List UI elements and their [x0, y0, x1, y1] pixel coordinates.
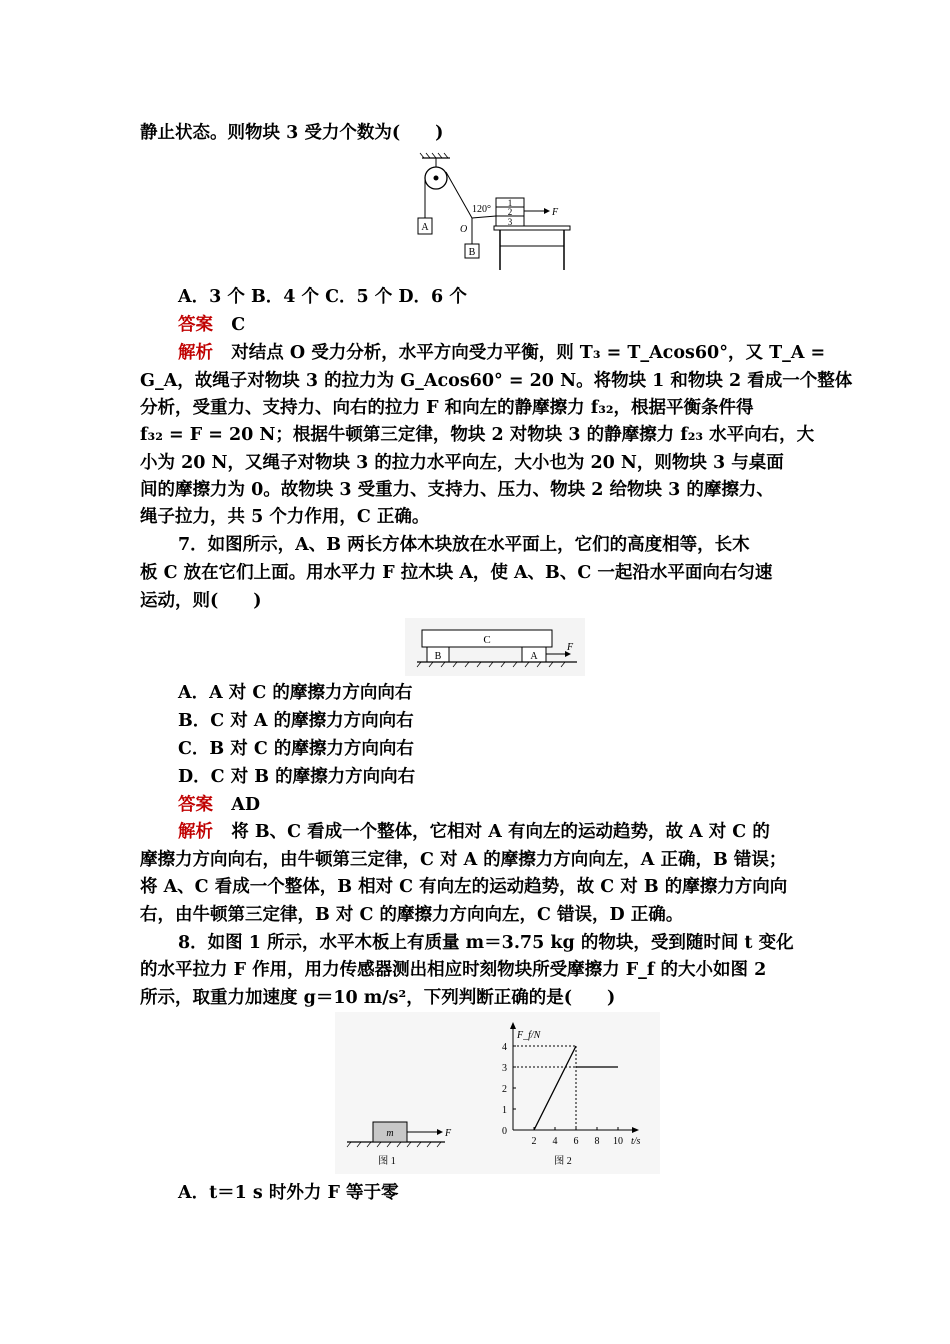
y-tick-label: 3 — [502, 1063, 507, 1074]
q7-option: A．A 对 C 的摩擦力方向向右 — [178, 683, 413, 703]
q7-stem: 7．如图所示，A、B 两长方体木块放在水平面上，它们的高度相等，长木 — [178, 535, 750, 555]
q6-analysis-line: 绳子拉力，共 5 个力作用，C 正确。 — [140, 507, 430, 527]
q8-option-a: A．t＝1 s 时外力 F 等于零 — [178, 1183, 399, 1203]
x-tick-label: 2 — [531, 1136, 537, 1147]
q6-stem-tail: 静止状态。则物块 3 受力个数为( ) — [140, 123, 444, 143]
svg-text:120°: 120° — [472, 204, 491, 215]
q6-analysis-line: 分析，受重力、支持力、向右的拉力 F 和向左的静摩擦力 f₃₂，根据平衡条件得 — [140, 398, 754, 418]
svg-text:t/s: t/s — [631, 1136, 641, 1147]
q6-pulley-figure — [410, 150, 585, 278]
svg-text:图 2: 图 2 — [554, 1156, 572, 1167]
svg-text:O: O — [460, 224, 468, 235]
svg-text:3: 3 — [507, 217, 513, 227]
q6-analysis-line: 解析 对结点 O 受力分析，水平方向受力平衡，则 T₃ = T_Acos60°，又 T_A = — [178, 343, 826, 363]
x-tick-label: 6 — [573, 1136, 579, 1147]
q6-answer: 答案 C — [178, 315, 246, 335]
svg-text:m: m — [386, 1128, 394, 1139]
svg-text:F_f/N: F_f/N — [517, 1030, 541, 1041]
q7-stem: 运动，则( ) — [140, 591, 262, 611]
x-tick-label: 8 — [594, 1136, 600, 1147]
q7-analysis-line: 右，由牛顿第三定律，B 对 C 的摩擦力方向向左，C 错误，D 正确。 — [140, 905, 684, 925]
q8-stem: 8．如图 1 所示，水平木板上有质量 m＝3.75 kg 的物块，受到随时间 t 变化 — [178, 933, 794, 953]
svg-text:F: F — [567, 642, 574, 653]
x-tick-label: 4 — [552, 1136, 558, 1147]
svg-text:C: C — [483, 634, 491, 646]
q7-analysis-line: 解析 将 B、C 看成一个整体，它相对 A 有向左的运动趋势，故 A 对 C 的 — [178, 822, 770, 842]
y-tick-label: 1 — [502, 1105, 507, 1116]
y-tick-label: 4 — [502, 1042, 507, 1053]
q7-board-figure — [405, 618, 585, 676]
q8-stem: 所示，取重力加速度 g＝10 m/s²，下列判断正确的是( ) — [140, 988, 616, 1008]
svg-text:2: 2 — [507, 207, 513, 217]
q8-stem: 的水平拉力 F 作用，用力传感器测出相应时刻物块所受摩擦力 F_f 的大小如图 2 — [140, 960, 767, 980]
q7-analysis-line: 摩擦力方向向右，由牛顿第三定律，C 对 A 的摩擦力方向向左，A 正确，B 错误； — [140, 850, 787, 870]
svg-text:A: A — [421, 222, 429, 233]
svg-text:F: F — [445, 1128, 452, 1139]
svg-text:图 1: 图 1 — [378, 1156, 396, 1167]
x-tick-label: 10 — [613, 1136, 623, 1147]
q6-options: A．3 个 B．4 个 C．5 个 D．6 个 — [178, 287, 467, 307]
q7-answer: 答案 AD — [178, 795, 261, 815]
q6-analysis-line: 间的摩擦力为 0。故物块 3 受重力、支持力、压力、物块 2 给物块 3 的摩擦力、 — [140, 480, 774, 500]
q6-analysis-line: G_A，故绳子对物块 3 的拉力为 G_Acos60° = 20 N。将物块 1 和物块 2 看成一个整体 — [140, 371, 853, 391]
q7-option: C．B 对 C 的摩擦力方向向右 — [178, 739, 414, 759]
svg-text:B: B — [434, 651, 442, 662]
y-tick-label: 0 — [502, 1126, 507, 1137]
q7-option: D．C 对 B 的摩擦力方向向右 — [178, 767, 416, 787]
q6-analysis-line: f₃₂ = F = 20 N；根据牛顿第三定律，物块 2 对物块 3 的静摩擦力 f₂₃ 水平向右，大 — [140, 425, 815, 445]
q6-analysis-line: 小为 20 N，又绳子对物块 3 的拉力水平向左，大小也为 20 N，则物块 3 与桌面 — [140, 453, 784, 473]
q7-stem: 板 C 放在它们上面。用水平力 F 拉木块 A，使 A、B、C 一起沿水平面向右匀速 — [140, 563, 773, 583]
svg-text:1: 1 — [507, 198, 513, 208]
q7-option: B．C 对 A 的摩擦力方向向右 — [178, 711, 414, 731]
q8-figures — [335, 1012, 660, 1174]
svg-text:B: B — [468, 247, 476, 258]
y-tick-label: 2 — [502, 1084, 507, 1095]
svg-text:A: A — [530, 651, 538, 662]
q7-analysis-line: 将 A、C 看成一个整体，B 相对 C 有向左的运动趋势，故 C 对 B 的摩擦力方向向 — [140, 877, 788, 897]
svg-text:F: F — [552, 207, 559, 218]
